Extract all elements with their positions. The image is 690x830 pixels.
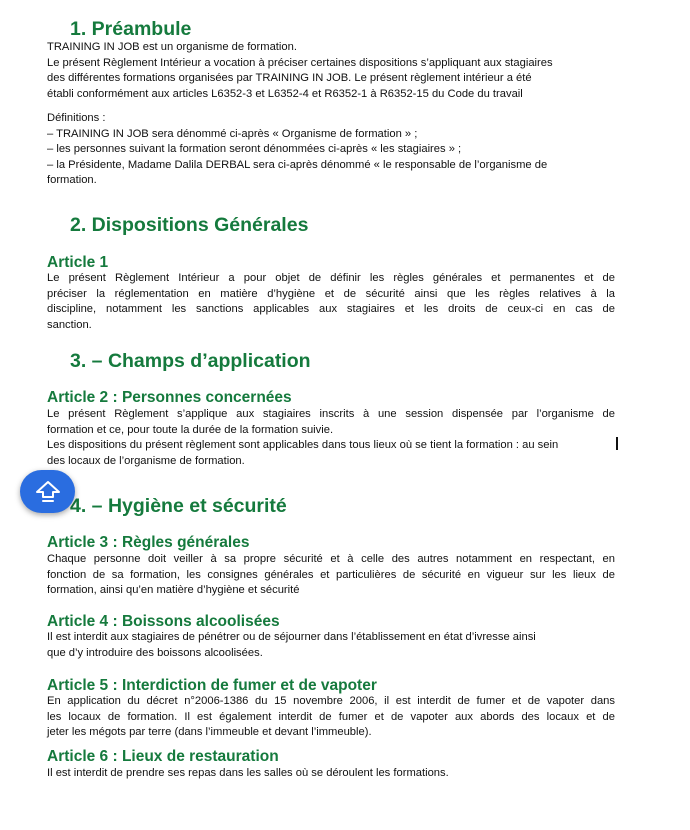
definition-item: formation. xyxy=(47,174,97,186)
article-5-body xyxy=(47,694,615,741)
paragraph-line: formation, ainsi qu’en matière d’hygiène et sécurité xyxy=(47,584,300,596)
article-6-title: Article 6 : Lieux de restauration xyxy=(47,748,279,765)
paragraph-line: Le présent Règlement Intérieur a pour objet de définir les règles générales et permanentes et de xyxy=(47,272,615,284)
article-4-body xyxy=(47,630,615,661)
paragraph-line: des locaux de l’organisme de formation. xyxy=(47,454,245,467)
paragraph-line: Il est interdit de prendre ses repas dans les salles où se déroulent les formations. xyxy=(47,767,449,779)
article-2-title: Article 2 : Personnes concernées xyxy=(47,389,292,406)
paragraph-line: préciser la réglementation en matière d’hygiène et de sécurité ainsi que les règles relatives à la xyxy=(47,287,615,300)
article-1-body xyxy=(47,271,615,333)
definitions-block xyxy=(47,111,615,189)
article-6-body xyxy=(47,766,615,782)
article-4-title: Article 4 : Boissons alcoolisées xyxy=(47,613,280,630)
preambule-intro xyxy=(47,40,615,102)
paragraph-line: fonction de sa formation, les consignes générales et particulières de sécurité en vigueur sur les lieux de xyxy=(47,568,615,581)
paragraph-line: que d’y introduire des boissons alcoolisées. xyxy=(47,646,263,659)
paragraph-line: Le présent Règlement Intérieur a vocation à préciser certaines dispositions s’appliquant aux stagiaires xyxy=(47,56,553,69)
paragraph-line: En application du décret n°2006-1386 du 15 novembre 2006, il est interdit de fumer et de vapoter dans xyxy=(47,695,615,707)
paragraph-line: Il est interdit aux stagiaires de pénétrer ou de séjourner dans l’établissement en état d’ivresse ainsi xyxy=(47,631,536,643)
article-5-title: Article 5 : Interdiction de fumer et de vapoter xyxy=(47,677,377,694)
text-cursor xyxy=(616,437,618,450)
paragraph-line: Les dispositions du présent règlement sont applicables dans tous lieux où se tient la formation : au sein xyxy=(47,439,559,451)
paragraph-line: les locaux de formation. Il est également interdit de fumer et de vapoter aux abords des locaux et de xyxy=(47,710,615,723)
paragraph-line: discipline, notamment les sanctions applicables aux stagiaires et les droits de ceux-ci en cas de xyxy=(47,303,615,315)
section-title-hygiene: 4. – Hygiène et sécurité xyxy=(70,495,287,517)
definitions-label: Définitions : xyxy=(47,112,106,124)
paragraph-line: des différentes formations organisées par TRAINING IN JOB. Le présent règlement intérieur a été xyxy=(47,72,532,84)
section-title-champs: 3. – Champs d’application xyxy=(70,350,311,372)
scroll-top-button[interactable] xyxy=(20,470,75,513)
paragraph-line: TRAINING IN JOB est un organisme de formation. xyxy=(47,41,297,53)
definition-item: – les personnes suivant la formation seront dénommées ci-après « les stagiaires » ; xyxy=(47,143,462,155)
definition-item: – TRAINING IN JOB sera dénommé ci-après « Organisme de formation » ; xyxy=(47,127,418,140)
article-3-title: Article 3 : Règles générales xyxy=(47,534,250,551)
article-1-title: Article 1 xyxy=(47,254,109,271)
paragraph-line: sanction. xyxy=(47,318,92,331)
section-title-dispositions: 2. Dispositions Générales xyxy=(70,214,309,236)
paragraph-line: Le présent Règlement s’applique aux stagiaires inscrits à une session dispensée par l’organisme de xyxy=(47,408,615,420)
paragraph-line: établi conformément aux articles L6352-3 et L6352-4 et R6352-1 à R6352-15 du Code du travail xyxy=(47,87,523,100)
section-title-preambule: 1. Préambule xyxy=(70,18,192,40)
definition-item: – la Présidente, Madame Dalila DERBAL sera ci-après dénommé « le responsable de l’organisme de xyxy=(47,158,548,171)
article-2-body xyxy=(47,407,615,469)
paragraph-line: formation et ce, pour toute la durée de la formation suivie. xyxy=(47,423,334,436)
up-arrow-home-icon xyxy=(35,480,61,504)
paragraph-line: Chaque personne doit veiller à sa propre sécurité et à celle des autres notamment en respectant, en xyxy=(47,553,615,565)
paragraph-line: jeter les mégots par terre (dans l’immeuble et devant l’immeuble). xyxy=(47,726,372,738)
article-3-body xyxy=(47,552,615,599)
